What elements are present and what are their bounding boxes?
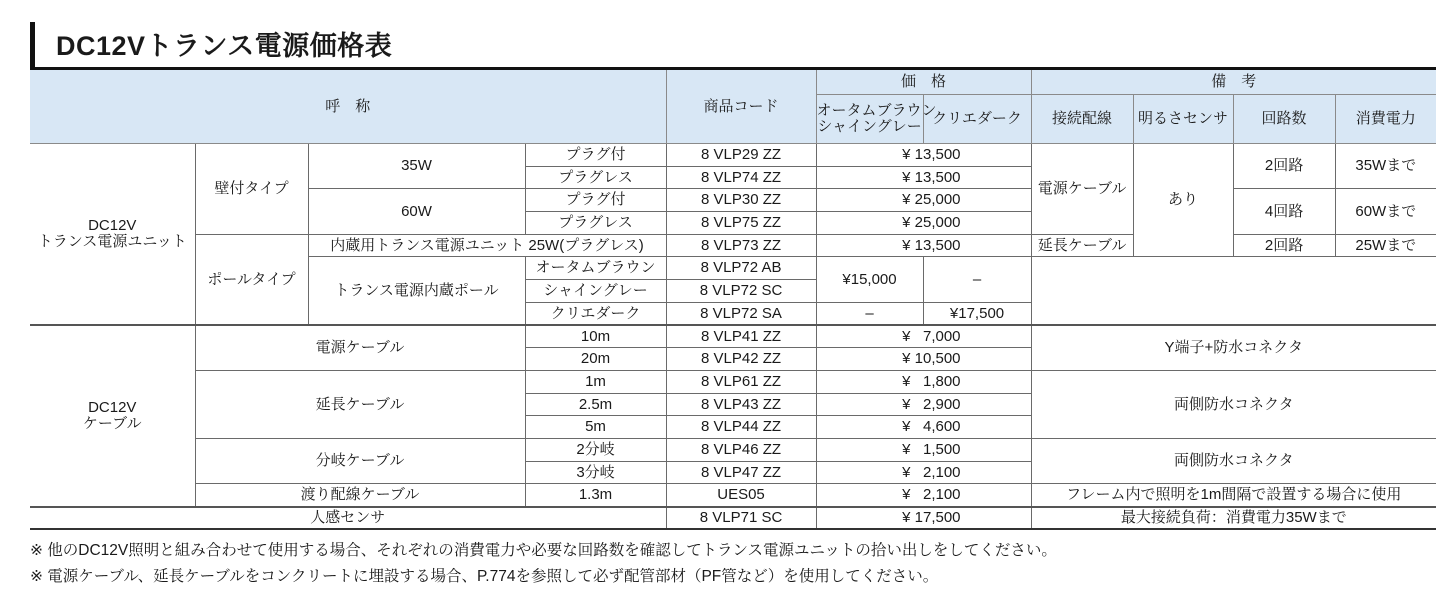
code: 8 VLP30 ZZ <box>666 189 816 212</box>
page-title: DC12Vトランス電源価格表 <box>56 31 393 61</box>
price: ¥ 1,500 <box>816 438 1031 461</box>
code: 8 VLP72 SA <box>666 302 816 325</box>
power: 35Wまで <box>1335 144 1436 189</box>
ext-cable: 延長ケーブル <box>195 370 525 438</box>
header-name: 呼 称 <box>30 69 666 144</box>
length: 1.3m <box>525 484 666 507</box>
header-price-ab: オータムブラウン <box>816 102 937 120</box>
sensor-yes: あり <box>1133 144 1233 257</box>
price-cd: – <box>923 257 1031 302</box>
price-ab-sg: ¥15,000 <box>816 257 923 302</box>
code: 8 VLP41 ZZ <box>666 325 816 348</box>
code: 8 VLP46 ZZ <box>666 438 816 461</box>
header-wiring: 接続配線 <box>1031 95 1133 144</box>
header-remarks: 備 考 <box>1031 69 1436 95</box>
price: ¥ 13,500 <box>816 166 1031 189</box>
cross-cable: 渡り配線ケーブル <box>195 484 525 507</box>
code: 8 VLP71 SC <box>666 507 816 530</box>
length: 10m <box>525 325 666 348</box>
w35: 35W <box>308 144 525 189</box>
pole-type: ポールタイプ <box>195 234 308 325</box>
header-circuits: 回路数 <box>1233 95 1335 144</box>
wall-type: 壁付タイプ <box>195 144 308 235</box>
power: 25Wまで <box>1335 234 1436 257</box>
code: UES05 <box>666 484 816 507</box>
price: ¥ 25,000 <box>816 212 1031 235</box>
code: 8 VLP73 ZZ <box>666 234 816 257</box>
header-price-cd: クリエダーク <box>923 95 1031 144</box>
price: ¥ 13,500 <box>816 234 1031 257</box>
header-price: 価 格 <box>816 69 1031 95</box>
price-ab-sg: – <box>816 302 923 325</box>
remark: フレーム内で照明を1m間隔で設置する場合に使用 <box>1031 484 1436 507</box>
w60: 60W <box>308 189 525 234</box>
notes <box>30 538 1057 590</box>
table-row <box>30 438 1436 461</box>
code: 8 VLP72 AB <box>666 257 816 280</box>
note: ※ 電源ケーブル、延長ケーブルをコンクリートに埋設する場合、P.774を参照して必ず配管部材（PF管など）を使用してください。 <box>30 568 939 585</box>
code: 8 VLP29 ZZ <box>666 144 816 167</box>
price: ¥ 2,100 <box>816 484 1031 507</box>
code: 8 VLP61 ZZ <box>666 370 816 393</box>
color: シャイングレー <box>525 280 666 303</box>
circuits: 2回路 <box>1233 234 1335 257</box>
header-power: 消費電力 <box>1335 95 1436 144</box>
unit-group-label <box>30 144 195 326</box>
cable-label-1: DC12V <box>88 399 137 416</box>
title-accent-bar <box>30 22 35 68</box>
price: ¥ 25,000 <box>816 189 1031 212</box>
unit-label-1: DC12V <box>88 217 137 235</box>
price: ¥ 1,800 <box>816 370 1031 393</box>
code: 8 VLP47 ZZ <box>666 461 816 484</box>
variant: プラグレス <box>525 166 666 189</box>
wiring-power-cable: 電源ケーブル <box>1031 144 1133 235</box>
power-cable: 電源ケーブル <box>195 325 525 370</box>
code: 8 VLP75 ZZ <box>666 212 816 235</box>
price: ¥ 4,600 <box>816 416 1031 439</box>
empty-remarks <box>1031 257 1436 325</box>
color: オータムブラウン <box>525 257 666 280</box>
table-row <box>30 325 1436 348</box>
length: 5m <box>525 416 666 439</box>
price: ¥ 2,900 <box>816 393 1031 416</box>
header-code: 商品コード <box>666 69 816 144</box>
code: 8 VLP44 ZZ <box>666 416 816 439</box>
unit-label-2: トランス電源ユニット <box>37 233 187 250</box>
code: 8 VLP42 ZZ <box>666 348 816 371</box>
code: 8 VLP72 SC <box>666 280 816 303</box>
remark: 最大接続負荷：消費電力35Wまで <box>1031 507 1436 530</box>
price-table <box>30 67 1436 530</box>
variant: プラグ付 <box>525 189 666 212</box>
branch: 3分岐 <box>525 461 666 484</box>
header-sensor: 明るさセンサ <box>1133 95 1233 144</box>
header-price-ab-sg <box>816 95 937 144</box>
code: 8 VLP74 ZZ <box>666 166 816 189</box>
price: ¥ 7,000 <box>816 325 1031 348</box>
variant: プラグレス <box>525 212 666 235</box>
cable-group-label <box>30 325 195 507</box>
branch-cable: 分岐ケーブル <box>195 438 525 483</box>
code: 8 VLP43 ZZ <box>666 393 816 416</box>
remark: Y端子+防水コネクタ <box>1031 325 1436 370</box>
table-row <box>30 370 1436 393</box>
length: 1m <box>525 370 666 393</box>
cable-label-2: ケーブル <box>82 414 142 432</box>
pole-builtin: トランス電源内蔵ポール <box>308 257 525 325</box>
variant: プラグ付 <box>525 144 666 167</box>
header-price-sg: シャイングレー <box>817 118 922 135</box>
table-row <box>30 507 1436 530</box>
table-row <box>30 144 1436 167</box>
length: 20m <box>525 348 666 371</box>
builtin-unit: 内蔵用トランス電源ユニット 25W(プラグレス) <box>308 234 666 257</box>
remark: 両側防水コネクタ <box>1031 438 1436 483</box>
note: ※ 他のDC12V照明と組み合わせて使用する場合、それぞれの消費電力や必要な回路数を確認してトランス電源ユニットの拾い出しをしてください。 <box>30 542 1057 559</box>
price-cd: ¥17,500 <box>923 302 1031 325</box>
circuits: 4回路 <box>1233 189 1335 234</box>
table-row <box>30 484 1436 507</box>
price: ¥ 2,100 <box>816 461 1031 484</box>
remark: 両側防水コネクタ <box>1031 370 1436 438</box>
price: ¥ 17,500 <box>816 507 1031 530</box>
power: 60Wまで <box>1335 189 1436 234</box>
circuits: 2回路 <box>1233 144 1335 189</box>
length: 2.5m <box>525 393 666 416</box>
branch: 2分岐 <box>525 438 666 461</box>
color: クリエダーク <box>525 302 666 325</box>
wiring-ext-cable: 延長ケーブル <box>1031 234 1133 257</box>
motion-sensor: 人感センサ <box>30 507 666 530</box>
price: ¥ 10,500 <box>816 348 1031 371</box>
price: ¥ 13,500 <box>816 144 1031 167</box>
